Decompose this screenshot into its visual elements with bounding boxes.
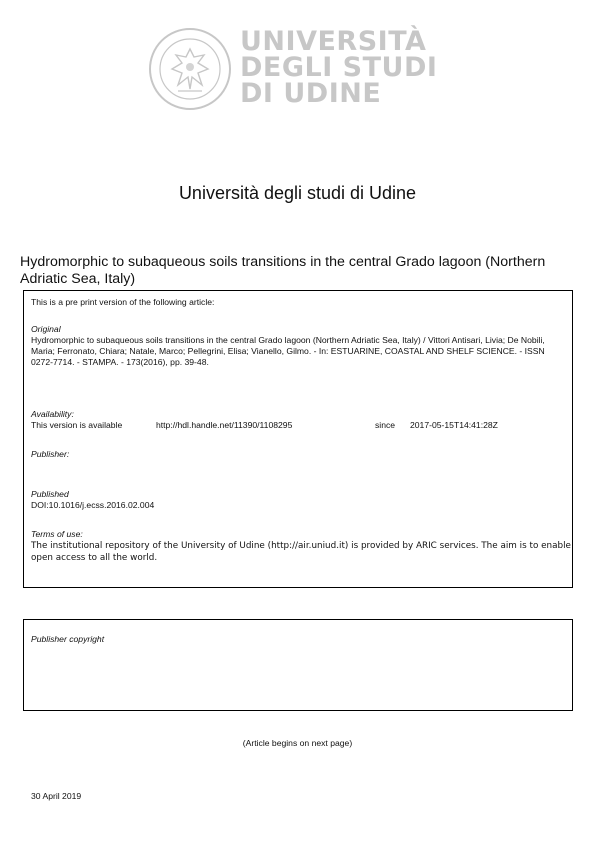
- published-label: Published: [31, 489, 69, 499]
- document-date: 30 April 2019: [31, 791, 82, 801]
- original-citation: Hydromorphic to subaqueous soils transitions in the central Grado lagoon (Northern Adriatic Sea, Italy) / Vittori Antisari, Livia; De Nobili, Maria; Ferronato, Chiara; Natale, Marco; Pellegrini, Elisa; Vianello, Gilmo. - In: ESTUARINE, COASTAL AND SHELF SCIENCE. - ISSN 0272-7714. - STAMPA. - 173(2016), pp. 39-48.: [31, 335, 545, 367]
- copyright-box: [23, 619, 573, 711]
- since-label: since: [375, 420, 396, 430]
- terms-label: Terms of use:: [31, 529, 83, 539]
- article-begins-note: (Article begins on next page): [242, 738, 353, 748]
- wordmark-line-3: DI UDINE: [240, 78, 382, 109]
- intro-text: This is a pre print version of the following article:: [31, 297, 215, 307]
- original-label: Original: [31, 324, 61, 334]
- publisher-label: Publisher:: [31, 449, 70, 459]
- doi-text: DOI:10.1016/j.ecss.2016.02.004: [31, 500, 155, 510]
- institution-name: Università degli studi di Udine: [178, 183, 417, 203]
- wordmark-line-2: DEGLI STUDI: [240, 52, 438, 83]
- publisher-copyright-label: Publisher copyright: [31, 634, 105, 644]
- university-logo: [148, 27, 448, 111]
- university-wordmark: [240, 26, 438, 109]
- availability-url[interactable]: http://hdl.handle.net/11390/1108295: [156, 420, 293, 430]
- availability-label: Availability:: [31, 409, 74, 419]
- document-title: Hydromorphic to subaqueous soils transitions in the central Grado lagoon (Northern Adriatic Sea, Italy): [20, 254, 546, 287]
- terms-text: The institutional repository of the University of Udine (http://air.uniud.it) is provided by ARIC services. The aim is to enable open access to all the world.: [31, 541, 571, 563]
- availability-text: This version is available: [31, 420, 123, 430]
- since-value: 2017-05-15T14:41:28Z: [410, 420, 498, 430]
- record-box: [23, 290, 573, 588]
- wordmark-line-1: UNIVERSITÀ: [240, 26, 427, 57]
- university-seal-icon: [148, 27, 232, 111]
